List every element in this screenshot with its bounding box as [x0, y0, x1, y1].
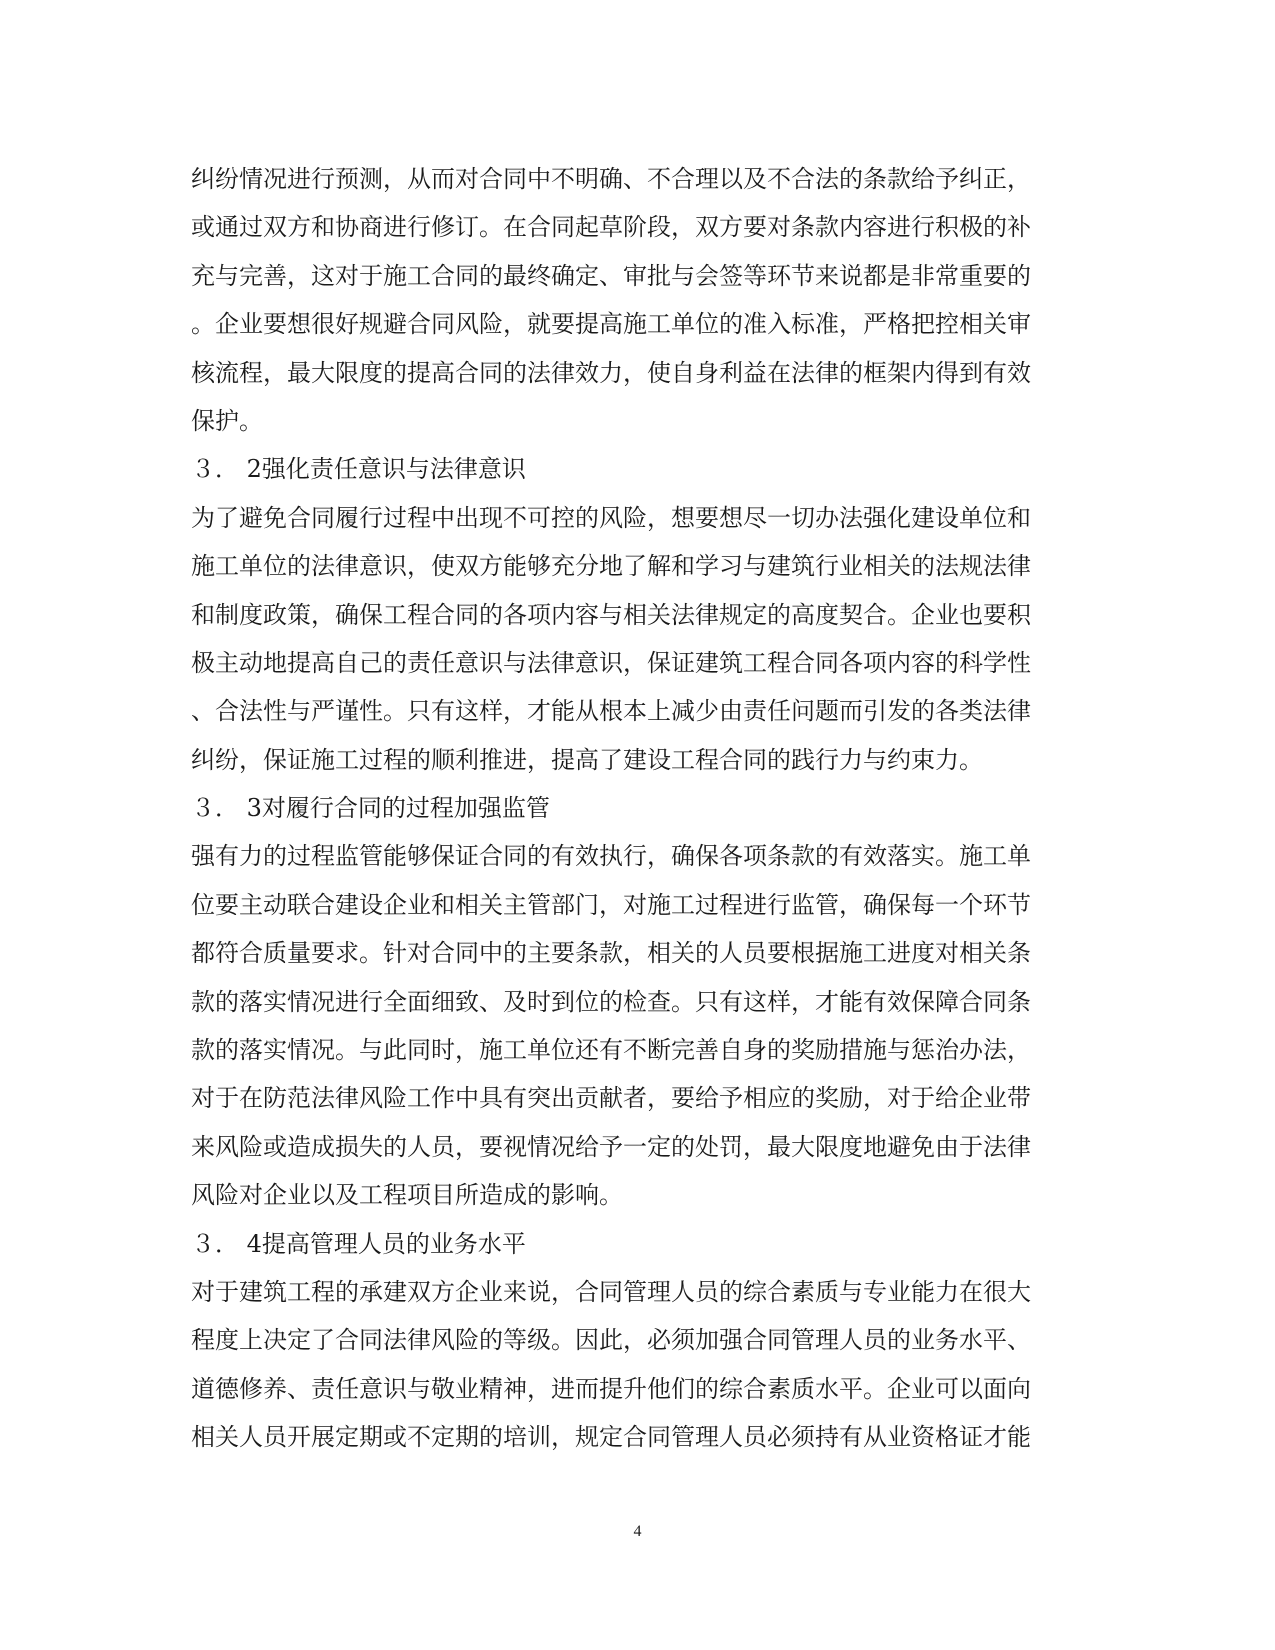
text-line: 和制度政策，确保工程合同的各项内容与相关法律规定的高度契合。企业也要积	[191, 600, 1031, 629]
text-line: 。企业要想很好规避合同风险，就要提高施工单位的准入标准，严格把控相关审	[191, 310, 1031, 339]
text-line: 核流程，最大限度的提高合同的法律效力，使自身利益在法律的框架内得到有效	[191, 358, 1031, 387]
text-line: 保护。	[191, 406, 263, 435]
text-line: 都符合质量要求。针对合同中的主要条款，相关的人员要根据施工进度对相关条	[191, 939, 1031, 968]
text-line: 施工单位的法律意识，使双方能够充分地了解和学习与建筑行业相关的法规法律	[191, 552, 1031, 581]
body-text	[191, 155, 1071, 1462]
text-line: 充与完善，这对于施工合同的最终确定、审批与会签等环节来说都是非常重要的	[191, 261, 1031, 290]
section-heading-3-3: ３． 3对履行合同的过程加强监管	[191, 794, 550, 823]
text-line: 纠纷，保证施工过程的顺利推进，提高了建设工程合同的践行力与约束力。	[191, 745, 983, 774]
text-line: 对于在防范法律风险工作中具有突出贡献者，要给予相应的奖励，对于给企业带	[191, 1084, 1031, 1113]
text-line: 风险对企业以及工程项目所造成的影响。	[191, 1181, 623, 1210]
text-line: 位要主动联合建设企业和相关主管部门，对施工过程进行监管，确保每一个环节	[191, 890, 1031, 919]
section-heading-3-2: ３． 2强化责任意识与法律意识	[191, 455, 526, 484]
text-line: 程度上决定了合同法律风险的等级。因此，必须加强合同管理人员的业务水平、	[191, 1326, 1031, 1355]
text-line: 或通过双方和协商进行修订。在合同起草阶段，双方要对条款内容进行积极的补	[191, 213, 1031, 242]
text-line: 来风险或造成损失的人员，要视情况给予一定的处罚，最大限度地避免由于法律	[191, 1132, 1031, 1161]
text-line: 对于建筑工程的承建双方企业来说，合同管理人员的综合素质与专业能力在很大	[191, 1277, 1031, 1306]
text-line: 纠纷情况进行预测，从而对合同中不明确、不合理以及不合法的条款给予纠正，	[191, 165, 1031, 193]
text-line: 强有力的过程监管能够保证合同的有效执行，确保各项条款的有效落实。施工单	[191, 842, 1031, 871]
page-number: 4	[633, 1523, 642, 1540]
text-line: 道德修养、责任意识与敬业精神，进而提升他们的综合素质水平。企业可以面向	[191, 1374, 1031, 1403]
text-line: 款的落实情况进行全面细致、及时到位的检查。只有这样，才能有效保障合同条	[191, 987, 1031, 1016]
section-heading-3-4: ３． 4提高管理人员的业务水平	[191, 1229, 526, 1258]
text-line: 款的落实情况。与此同时，施工单位还有不断完善自身的奖励措施与惩治办法，	[191, 1036, 1031, 1065]
text-line: 、合法性与严谨性。只有这样，才能从根本上减少由责任问题而引发的各类法律	[191, 697, 1031, 726]
text-line: 相关人员开展定期或不定期的培训，规定合同管理人员必须持有从业资格证才能	[191, 1423, 1031, 1452]
text-line: 为了避免合同履行过程中出现不可控的风险，想要想尽一切办法强化建设单位和	[191, 503, 1031, 532]
text-line: 极主动地提高自己的责任意识与法律意识，保证建筑工程合同各项内容的科学性	[191, 648, 1031, 677]
